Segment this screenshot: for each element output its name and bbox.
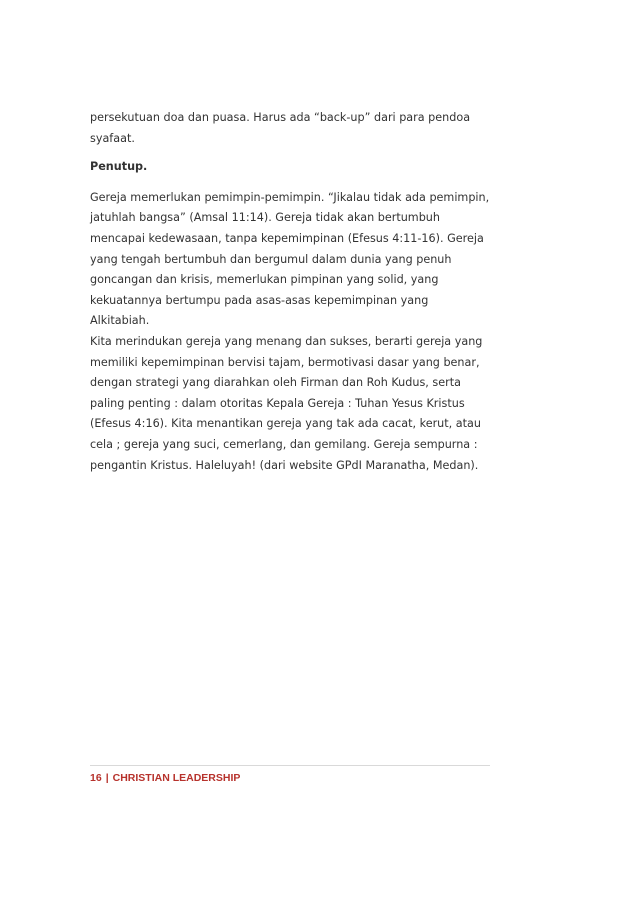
page-body [90, 108, 490, 476]
page-number: 16 [90, 772, 102, 784]
paragraph-continuation: persekutuan doa dan puasa. Harus ada “back-up” dari para pendoa syafaat. [90, 111, 471, 145]
footer-separator: | [105, 772, 109, 784]
footer-title: CHRISTIAN LEADERSHIP [112, 772, 241, 784]
paragraph-closing: Gereja memerlukan pemimpin-pemimpin. “Jikalau tidak ada pemimpin, jatuhlah bangsa” (Amsal 11:14). Gereja tidak akan bertumbuh mencapai kedewasaan, tanpa kepemimpinan (Efesus 4:11-16). Gereja yang tengah bertumbuh dan bergumul dalam dunia yang penuh goncangan dan krisis, memerlukan pimpinan yang solid, yang kekuatannya bertumpu pada asas-asas kepemimpinan yang Alkitabiah. Kita merindukan gereja yang menang dan sukses, berarti gereja yang memiliki kepemimpinan bervisi tajam, bermotivasi dasar yang benar, dengan strategi yang diarahkan oleh Firman dan Roh Kudus, serta paling penting : dalam otoritas Kepala Gereja : Tuhan Yesus Kristus (Efesus 4:16). Kita menantikan gereja yang tak ada cacat, kerut, atau cela ; gereja yang suci, cemerlang, dan gemilang. Gereja sempurna : pengantin Kristus. Haleluyah! (dari website GPdI Maranatha, Medan). [90, 190, 490, 472]
section-heading: Penutup. [90, 160, 148, 174]
page-footer [90, 765, 490, 784]
